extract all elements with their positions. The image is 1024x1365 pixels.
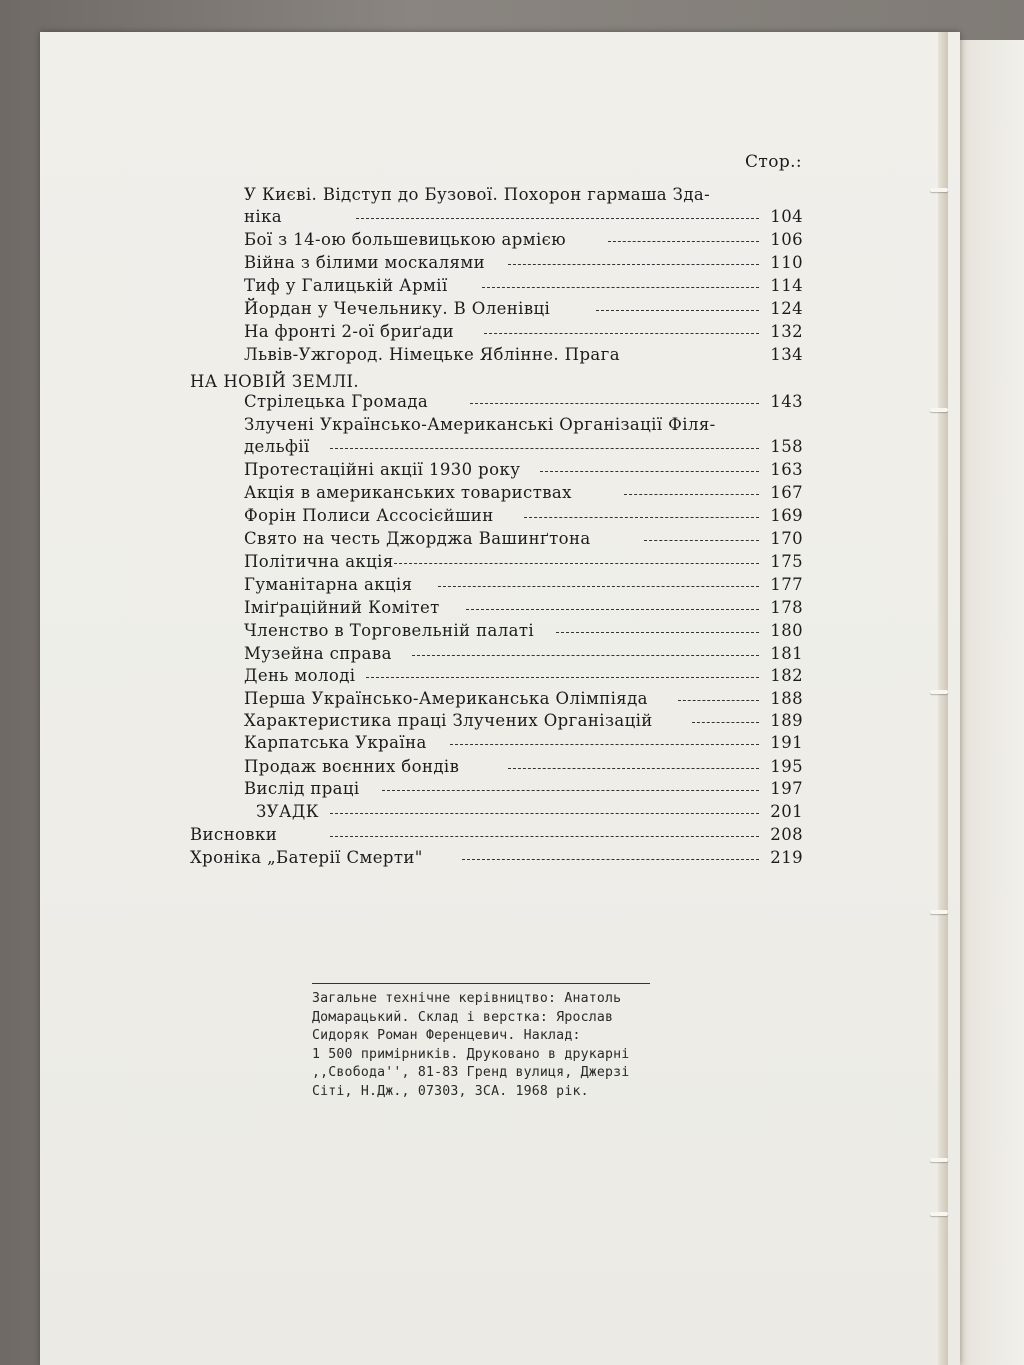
toc-entry bbox=[244, 732, 803, 754]
leader-dots bbox=[484, 333, 759, 334]
toc-page-number: 188 bbox=[770, 689, 803, 708]
leader-dots bbox=[644, 540, 759, 541]
leader-dots bbox=[330, 448, 759, 449]
toc-page-number: 110 bbox=[770, 253, 803, 272]
toc-entry bbox=[244, 710, 803, 732]
toc-page-number: 178 bbox=[770, 598, 803, 617]
leader-dots bbox=[438, 586, 759, 587]
leader-dots bbox=[382, 790, 759, 791]
toc-page-number: 158 bbox=[770, 437, 803, 456]
toc-entry-line bbox=[244, 184, 804, 206]
toc-page-number: 104 bbox=[770, 207, 803, 226]
toc-entry-text: Іміґраційний Комітет bbox=[244, 598, 440, 617]
toc-entry-text: День молоді bbox=[244, 666, 356, 685]
leader-dots bbox=[466, 609, 759, 610]
toc-page-number: 170 bbox=[770, 529, 803, 548]
toc-entry-text: На фронті 2-ої бриґади bbox=[244, 322, 455, 341]
leader-dots bbox=[482, 287, 759, 288]
toc-page-number: 189 bbox=[770, 711, 803, 730]
toc-page-number: 132 bbox=[770, 322, 803, 341]
toc-entry bbox=[244, 321, 803, 343]
toc-entry-text: Злучені Українсько-Американські Організації Філя- bbox=[244, 415, 716, 434]
imprint-line: Домарацький. Склад і верстка: Ярослав bbox=[312, 1009, 614, 1025]
leader-dots bbox=[462, 859, 759, 860]
imprint-line: Сидоряк Роман Ференцевич. Наклад: bbox=[312, 1028, 581, 1043]
toc-entry-text: Вислід праці bbox=[244, 779, 360, 798]
leader-dots bbox=[366, 677, 759, 678]
toc-entry bbox=[244, 482, 803, 504]
toc-page-number: 167 bbox=[770, 483, 803, 502]
toc-page-number: 163 bbox=[770, 460, 803, 479]
toc-entry bbox=[244, 436, 803, 458]
toc-entry-text: Тиф у Галицькій Армії bbox=[244, 276, 448, 295]
leader-dots bbox=[394, 563, 759, 564]
toc-entry bbox=[244, 344, 803, 366]
toc-entry-text: Акція в американських товариствах bbox=[244, 483, 572, 502]
toc-page-number: 219 bbox=[770, 848, 803, 867]
toc-entry bbox=[244, 620, 803, 642]
page-column-label: Стор.: bbox=[745, 152, 803, 172]
imprint-line: 1 500 примірників. Друковано в друкарні bbox=[312, 1046, 630, 1062]
toc-page-number: 181 bbox=[770, 644, 803, 663]
toc-entry bbox=[244, 574, 803, 596]
toc-entry-text: Перша Українсько-Американська Олімпіяда bbox=[244, 689, 648, 708]
toc-page-number: 114 bbox=[770, 276, 803, 295]
toc-entry bbox=[244, 688, 803, 710]
toc-entry bbox=[190, 847, 803, 869]
toc-entry-text: Львів-Ужгород. Німецьке Яблінне. Прага bbox=[244, 345, 620, 364]
toc-page-number: 197 bbox=[770, 779, 803, 798]
leader-dots bbox=[692, 722, 759, 723]
toc-entry-text: Карпатська Україна bbox=[244, 733, 427, 752]
toc-entry bbox=[244, 778, 803, 800]
toc-entry bbox=[244, 665, 803, 687]
toc-page-number: 169 bbox=[770, 506, 803, 525]
toc-page-number: 106 bbox=[770, 230, 803, 249]
toc-entry bbox=[244, 643, 803, 665]
toc-entry bbox=[244, 391, 803, 413]
toc-entry-text: Свято на честь Джорджа Вашинґтона bbox=[244, 529, 591, 548]
toc-entry bbox=[244, 252, 803, 274]
toc-entry-text: У Києві. Відступ до Бузової. Похорон гармаша Зда- bbox=[244, 185, 711, 204]
leader-dots bbox=[540, 471, 759, 472]
leader-dots bbox=[624, 494, 759, 495]
toc-entry bbox=[244, 551, 803, 573]
toc-entry-text: Хроніка „Батерії Смерти" bbox=[190, 848, 423, 867]
leader-dots bbox=[470, 403, 759, 404]
imprint-line: Загальне технічне керівництво: Анатоль bbox=[312, 991, 622, 1006]
toc-entry bbox=[244, 528, 803, 550]
leader-dots bbox=[508, 264, 759, 265]
toc-entry-text: Йордан у Чечельнику. В Оленівці bbox=[244, 299, 551, 318]
toc-page-number: 208 bbox=[770, 825, 803, 844]
toc-entry bbox=[244, 229, 803, 251]
leader-dots bbox=[556, 632, 759, 633]
toc-entry bbox=[190, 824, 803, 846]
toc-page-number: 180 bbox=[770, 621, 803, 640]
toc-entry-text: Характеристика праці Злучених Організацій bbox=[244, 711, 653, 730]
toc-page-number: 195 bbox=[770, 757, 803, 776]
toc-entry-text: Стрілецька Громада bbox=[244, 392, 429, 411]
toc-entry-text: Музейна справа bbox=[244, 644, 392, 663]
toc-page-number: 191 bbox=[770, 733, 803, 752]
toc-entry-line bbox=[244, 414, 804, 436]
leader-dots bbox=[678, 700, 759, 701]
imprint-block bbox=[312, 990, 657, 1101]
toc-entry-text: Протестаційні акції 1930 року bbox=[244, 460, 521, 479]
toc-page-number: 124 bbox=[770, 299, 803, 318]
toc-entry-text: Продаж воєнних бондів bbox=[244, 757, 460, 776]
toc-entry-text: ніка bbox=[244, 207, 283, 226]
toc-entry-text: ЗУАДК bbox=[256, 802, 319, 821]
toc-entry bbox=[244, 275, 803, 297]
imprint-divider bbox=[312, 983, 650, 984]
toc-entry-text: Війна з білими москалями bbox=[244, 253, 485, 272]
leader-dots bbox=[524, 517, 759, 518]
section-heading: НА НОВІЙ ЗЕМЛІ. bbox=[190, 372, 360, 391]
toc-entry-text: Висновки bbox=[190, 825, 278, 844]
toc-entry bbox=[244, 206, 803, 228]
toc-entry-text: Політична акція bbox=[244, 552, 394, 571]
leader-dots bbox=[608, 241, 759, 242]
toc-entry-text: Бої з 14-ою большевицькою армією bbox=[244, 230, 567, 249]
toc-page-number: 134 bbox=[770, 345, 803, 364]
toc-entry bbox=[244, 298, 803, 320]
toc-page-number: 143 bbox=[770, 392, 803, 411]
leader-dots bbox=[330, 836, 759, 837]
toc-page-number: 201 bbox=[770, 802, 803, 821]
toc-entry bbox=[244, 505, 803, 527]
toc-entry bbox=[244, 459, 803, 481]
toc-entry bbox=[244, 597, 803, 619]
imprint-line: ,,Свобода'', 81-83 Гренд вулиця, Джерзі bbox=[312, 1065, 630, 1080]
imprint-line: Сіті, Н.Дж., 07303, ЗСА. 1968 рік. bbox=[312, 1083, 589, 1099]
toc-entry-text: дельфії bbox=[244, 437, 310, 456]
toc-entry bbox=[244, 756, 803, 778]
leader-dots bbox=[330, 813, 759, 814]
leader-dots bbox=[508, 768, 759, 769]
leader-dots bbox=[450, 744, 759, 745]
toc-entry bbox=[244, 801, 803, 823]
toc-page-number: 177 bbox=[770, 575, 803, 594]
toc-entry-text: Членство в Торговельній палаті bbox=[244, 621, 535, 640]
leader-dots bbox=[356, 218, 759, 219]
toc-page-number: 182 bbox=[770, 666, 803, 685]
leader-dots bbox=[412, 655, 759, 656]
toc-page-number: 175 bbox=[770, 552, 803, 571]
leader-dots bbox=[596, 310, 759, 311]
toc-entry-text: Форін Полиси Ассосієйшин bbox=[244, 506, 494, 525]
toc-entry-text: Гуманітарна акція bbox=[244, 575, 413, 594]
